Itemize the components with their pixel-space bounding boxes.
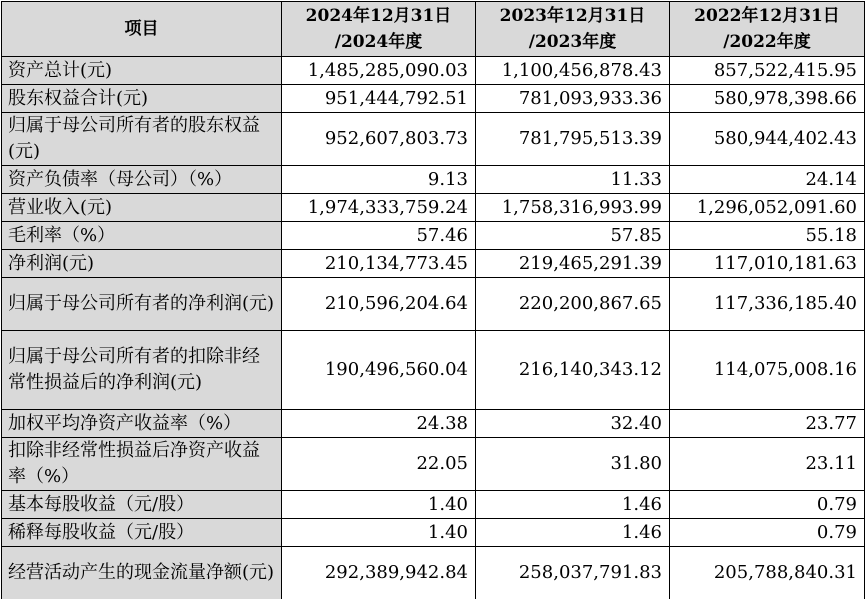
header-2023-line2: /2023年度	[528, 32, 617, 52]
row-label: 资产总计(元)	[2, 57, 282, 85]
table-row	[2, 491, 865, 519]
cell-2023: 219,465,291.39	[476, 250, 670, 278]
row-label: 扣除非经常性损益后净资产收益率（%）	[2, 438, 282, 491]
row-label: 加权平均净资产收益率（%）	[2, 410, 282, 438]
cell-2024: 1.40	[282, 491, 476, 519]
cell-2024: 1,974,333,759.24	[282, 194, 476, 222]
cell-2022: 24.14	[670, 166, 865, 194]
row-label: 股东权益合计(元)	[2, 85, 282, 113]
cell-2023: 781,795,513.39	[476, 113, 670, 166]
cell-2023: 781,093,933.36	[476, 85, 670, 113]
cell-2024: 57.46	[282, 222, 476, 250]
table-header-row	[2, 2, 865, 57]
cell-2022: 0.79	[670, 491, 865, 519]
table-row	[2, 113, 865, 166]
header-item	[2, 2, 282, 57]
header-2023-line1: 2023年12月31日	[499, 6, 646, 26]
cell-2022: 117,336,185.40	[670, 278, 865, 331]
header-2023	[476, 2, 670, 57]
row-label: 经营活动产生的现金流量净额(元)	[2, 547, 282, 599]
cell-2024: 190,496,560.04	[282, 331, 476, 410]
table-row	[2, 85, 865, 113]
cell-2022: 205,788,840.31	[670, 547, 865, 599]
cell-2023: 258,037,791.83	[476, 547, 670, 599]
cell-2024: 22.05	[282, 438, 476, 491]
row-label: 毛利率（%）	[2, 222, 282, 250]
cell-2024: 210,134,773.45	[282, 250, 476, 278]
cell-2023: 1,758,316,993.99	[476, 194, 670, 222]
cell-2024: 1.40	[282, 519, 476, 547]
table-row	[2, 438, 865, 491]
header-2024	[282, 2, 476, 57]
table-row	[2, 410, 865, 438]
header-2022-line1: 2022年12月31日	[694, 6, 840, 26]
table-row	[2, 519, 865, 547]
row-label: 营业收入(元)	[2, 194, 282, 222]
table-row	[2, 331, 865, 410]
cell-2024: 952,607,803.73	[282, 113, 476, 166]
cell-2023: 32.40	[476, 410, 670, 438]
header-2024-line2: /2024年度	[334, 32, 423, 52]
cell-2024: 292,389,942.84	[282, 547, 476, 599]
cell-2022: 580,944,402.43	[670, 113, 865, 166]
row-label: 归属于母公司所有者的股东权益(元)	[2, 113, 282, 166]
cell-2023: 11.33	[476, 166, 670, 194]
cell-2023: 216,140,343.12	[476, 331, 670, 410]
row-label: 资产负债率（母公司）（%）	[2, 166, 282, 194]
cell-2022: 580,978,398.66	[670, 85, 865, 113]
row-label: 归属于母公司所有者的净利润(元)	[2, 278, 282, 331]
row-label: 基本每股收益（元/股）	[2, 491, 282, 519]
cell-2022: 55.18	[670, 222, 865, 250]
cell-2024: 9.13	[282, 166, 476, 194]
cell-2024: 24.38	[282, 410, 476, 438]
cell-2023: 31.80	[476, 438, 670, 491]
cell-2024: 951,444,792.51	[282, 85, 476, 113]
row-label: 稀释每股收益（元/股）	[2, 519, 282, 547]
cell-2022: 117,010,181.63	[670, 250, 865, 278]
table-row	[2, 57, 865, 85]
cell-2024: 1,485,285,090.03	[282, 57, 476, 85]
header-2022	[670, 2, 865, 57]
cell-2023: 1.46	[476, 491, 670, 519]
table-row	[2, 194, 865, 222]
cell-2023: 1,100,456,878.43	[476, 57, 670, 85]
cell-2022: 1,296,052,091.60	[670, 194, 865, 222]
cell-2023: 57.85	[476, 222, 670, 250]
table-row	[2, 278, 865, 331]
row-label: 归属于母公司所有者的扣除非经常性损益后的净利润(元)	[2, 331, 282, 410]
cell-2022: 0.79	[670, 519, 865, 547]
cell-2024: 210,596,204.64	[282, 278, 476, 331]
cell-2022: 23.11	[670, 438, 865, 491]
table-row	[2, 250, 865, 278]
row-label: 净利润(元)	[2, 250, 282, 278]
cell-2023: 220,200,867.65	[476, 278, 670, 331]
cell-2023: 1.46	[476, 519, 670, 547]
header-2022-line2: /2022年度	[723, 32, 811, 52]
cell-2022: 857,522,415.95	[670, 57, 865, 85]
financial-summary-table	[1, 1, 865, 599]
table-row	[2, 166, 865, 194]
cell-2022: 114,075,008.16	[670, 331, 865, 410]
header-2024-line1: 2024年12月31日	[305, 6, 452, 26]
cell-2022: 23.77	[670, 410, 865, 438]
header-item-label: 项目	[124, 19, 159, 39]
table-row	[2, 222, 865, 250]
table-row	[2, 547, 865, 599]
